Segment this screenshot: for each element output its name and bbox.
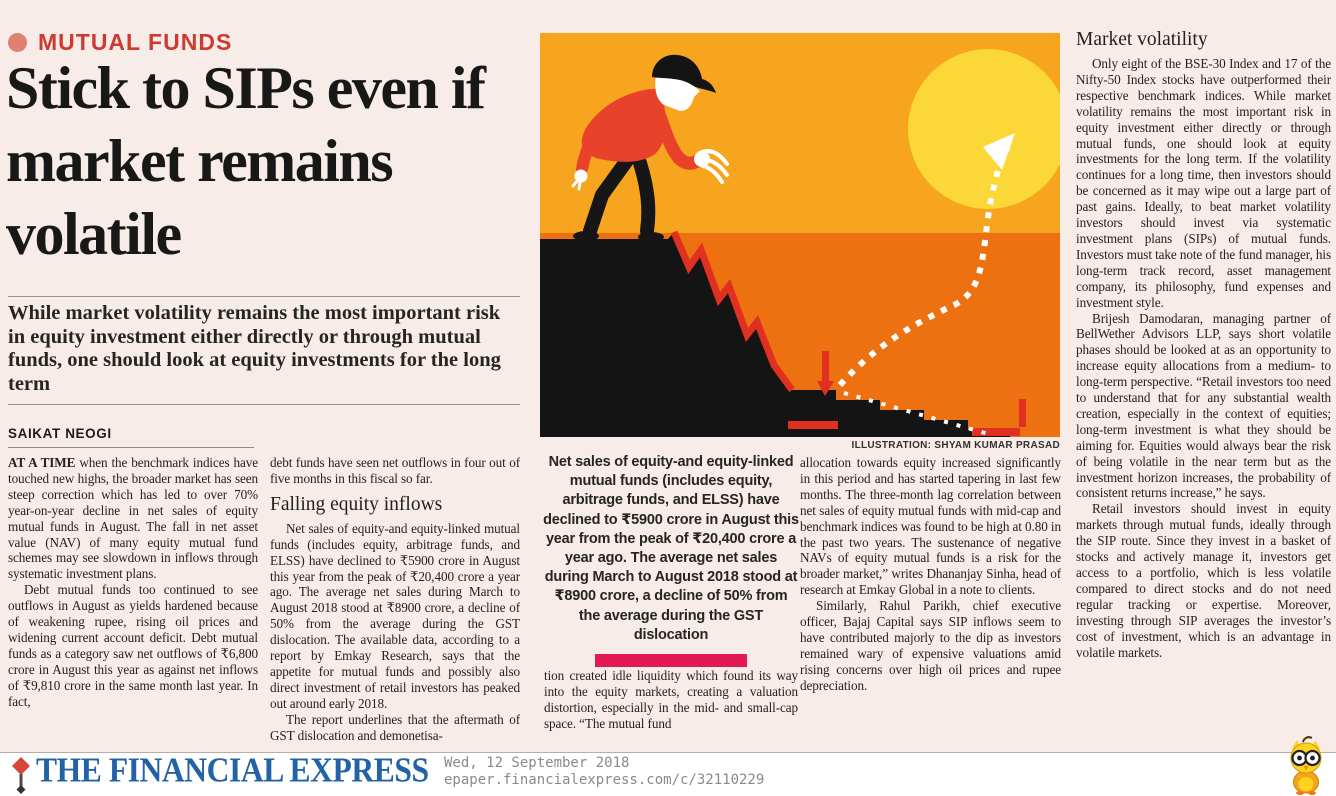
paragraph-lead-in: AT A TIME [8,455,76,470]
paragraph: Retail investors should invest in equity markets through mutual funds, ideally through the SIP route. Since they invest in a basket of stocks and actively manage it, investors get access to a portfolio, which is less volatile compared to direct stocks and do not need regular tracking or expertise. Moreover, investing through SIP averages the investor’s cost of investment, which is an advantage in volatile markets. [1076,501,1331,660]
paragraph: Net sales of equity-and equity-linked mutual funds (includes equity, arbitrage funds, and ELSS) have declined to ₹5900 crore in August this year from the peak of ₹20,400 crore a year ago. The average net sales during March to August 2018 stood at ₹8900 crore, a decline of 50% from the average during the GST dislocation. The available data, according to a report by Emkay Research, says that the appetite for mutual funds and possibly also direct investment of retail investors has peaked out around early 2018. [270,520,520,711]
section-dot-icon [8,33,27,52]
article-column-2 [270,455,520,751]
paragraph: Similarly, Rahul Parikh, chief executive officer, Bajaj Capital says SIP inflows seem to have contributed majorly to the dip as investors remained wary of expensive valuations amid rising concerns over high oil prices and rupee depreciation. [800,598,1061,693]
article-column-4 [800,455,1061,751]
crosshead-falling-equity-inflows: Falling equity inflows [270,493,443,515]
article-headline: Stick to SIPs even if market remains volatile [6,55,485,267]
article-column-1 [8,455,258,751]
paragraph: Only eight of the BSE-30 Index and 17 of the Nifty-50 Index stocks have outperformed their respective benchmark indices. While market volatility remains the most important risk in equity investment either directly or through mutual funds, one should look at equity investments for the long term. If the volatility continues for a long time, then investors should be concerned as it may wipe out a large part of past gains. Ideally, to beat market volatility investors should invest via systematic investment plans (SIPs) of mutual funds. Investors must take note of the fund manager, his long-term track record, asset management company, its philosophy, fund expenses and investment style. [1076,56,1331,310]
paragraph: The report underlines that the aftermath of GST dislocation and demonetisa- [270,711,520,743]
article-illustration [540,33,1060,437]
financial-express-logo-icon [10,756,32,794]
paragraph: Debt mutual funds too continued to see outflows in August as yields hardened because of weakening rupee, rising oil prices and widening current account deficit. Debt mutual funds as a category saw net outflows of ₹6,800 crore in August this year as against net inflows of ₹9,810 crore in the same month last year. In fact, [8,582,258,709]
section-label: MUTUAL FUNDS [38,29,233,55]
owl-mascot-icon[interactable] [1283,735,1329,795]
article-byline: SAIKAT NEOGI [8,426,112,441]
paragraph: Brijesh Damodaran, managing partner of BellWether Advisors LLP, says short volatile phases should be looked at as an opportunity to increase equity allocations from a medium- to long-term perspective. “Retail investors too need to understand that for any substantial wealth creation, especially in the context of equities; long-term investment is what they should be aiming for. Equities would always bear the risk of being volatile in the near term but as the investment horizon increases, the probability of consistent returns increase,” he says. [1076,310,1331,501]
byline-underline [8,447,254,448]
paragraph: debt funds have seen net outflows in four out of five months in this fiscal so far. [270,455,520,486]
edition-info [444,755,764,789]
article-standfirst: While market volatility remains the most important risk in equity investment either directly or through mutual funds, one should look at equity investments for the long term [8,302,501,395]
article-column-3 [544,668,798,751]
paragraph: tion created idle liquidity which found its way into the equity markets, creating a valuation distortion, especially in the mid- and small-cap space. “The mutual fund [544,668,798,731]
edition-date: Wed, 12 September 2018 [444,755,630,771]
paragraph: allocation towards equity increased significantly in this period and has started tapering in last few months. The three-month lag correlation between net sales of equity mutual funds with mid-cap and benchmark indices was found to be high at 0.80 in the past two years. The sustenance of negative NAVs of equity mutual funds is a risk for the broader market,” writes Dhananjay Sinha, head of research at Emkay Global in a note to clients. [800,455,1061,598]
masthead-title: THE FINANCIAL EXPRESS [36,752,429,790]
pull-quote-text: Net sales of equity-and equity-linked mutual funds (includes equity, arbitrage funds, and ELSS) have declined to ₹5900 crore in August this year from the peak of ₹20,400 crore a year ago. The average net sales during March to August 2018 stood at ₹8900 crore, a decline of 50% from the average during the GST dislocation [543,454,799,643]
paragraph: AT A TIME when the benchmark indices have touched new highs, the broader market has seen steep correction which has led to over 70% year-on-year decline in net sales of equity mutual funds in August. The fall in net asset value (NAV) of many equity mutual fund schemes may see slowdown in inflows through systematic investment plans. [8,455,258,582]
illustration-credit: ILLUSTRATION: SHYAM KUMAR PRASAD [851,440,1060,451]
divider [8,404,520,405]
pull-quote-rule [595,654,747,667]
edition-url: epaper.financialexpress.com/c/32110229 [444,772,765,788]
divider [8,296,520,297]
article-column-5 [1076,29,1331,751]
pull-quote [543,453,799,667]
crosshead-market-volatility: Market volatility [1076,29,1208,50]
